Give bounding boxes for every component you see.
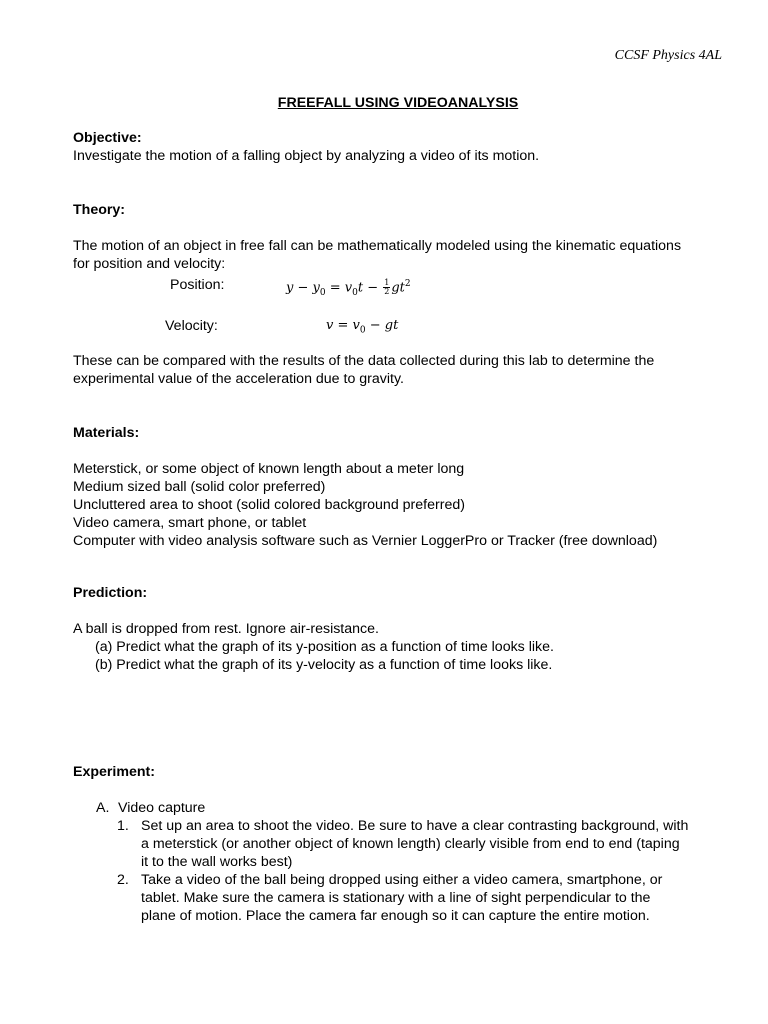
theory-intro-line-1: The motion of an object in free fall can be mathematically modeled using the kinematic equations (73, 238, 682, 254)
step-text (141, 817, 731, 871)
position-label: Position: (170, 277, 225, 293)
theory-outro-line-2: experimental value of the acceleration due to gravity. (73, 371, 404, 387)
theory-intro-line-2: for position and velocity: (73, 256, 226, 272)
course-header: CCSF Physics 4AL (614, 48, 722, 63)
materials-heading: Materials: (73, 425, 140, 441)
step-line: plane of motion. Place the camera far enough so it can capture the entire motion. (141, 908, 650, 924)
step-line: a meterstick (or another object of known length) clearly visible from end to end (taping (141, 836, 680, 852)
objective-heading: Objective: (73, 130, 142, 146)
materials-item: Computer with video analysis software such as Vernier LoggerPro or Tracker (free download) (73, 533, 658, 549)
experiment-step (96, 817, 736, 871)
experiment-steps (96, 817, 736, 925)
materials-item: Uncluttered area to shoot (solid colored background preferred) (73, 497, 465, 513)
velocity-equation: $v = v_0$ − gt (326, 318, 399, 336)
materials-item: Meterstick, or some object of known length about a meter long (73, 461, 465, 477)
prediction-item: (b) Predict what the graph of its y-velocity as a function of time looks like. (95, 657, 553, 673)
prediction-intro: A ball is dropped from rest. Ignore air-resistance. (73, 621, 379, 637)
experiment-section (96, 799, 736, 817)
theory-outro-line-1: These can be compared with the results of the data collected during this lab to determine the (73, 353, 655, 369)
step-line: it to the wall works best) (141, 854, 293, 870)
step-line: tablet. Make sure the camera is stationary with a line of sight perpendicular to the (141, 890, 651, 906)
step-line: Take a video of the ball being dropped using either a video camera, smartphone, or (141, 872, 663, 888)
prediction-heading: Prediction: (73, 585, 148, 601)
section-title: Video capture (118, 800, 206, 816)
position-equation: $y - y_0 = v_0t$ − $\frac{1}{2}$ $gt^2$ (286, 278, 411, 298)
step-line: Set up an area to shoot the video. Be sure to have a clear contrasting background, with (141, 818, 689, 834)
theory-heading: Theory: (73, 202, 126, 218)
materials-item: Video camera, smart phone, or tablet (73, 515, 307, 531)
experiment-step (96, 871, 736, 925)
prediction-item: (a) Predict what the graph of its y-position as a function of time looks like. (95, 639, 554, 655)
document-title: FREEFALL USING VIDEOANALYSIS (277, 95, 519, 111)
experiment-heading: Experiment: (73, 764, 155, 780)
section-marker: A. (96, 800, 110, 816)
objective-text: Investigate the motion of a falling object by analyzing a video of its motion. (73, 148, 540, 164)
experiment-list (96, 799, 736, 925)
materials-list (73, 460, 657, 550)
velocity-label: Velocity: (165, 318, 218, 334)
one-half-fraction: $\frac{1}{2}$ (384, 278, 390, 297)
step-marker: 1. (117, 818, 129, 834)
prediction-list (73, 638, 554, 674)
step-marker: 2. (117, 872, 129, 888)
step-text (141, 871, 731, 925)
materials-item: Medium sized ball (solid color preferred) (73, 479, 326, 495)
